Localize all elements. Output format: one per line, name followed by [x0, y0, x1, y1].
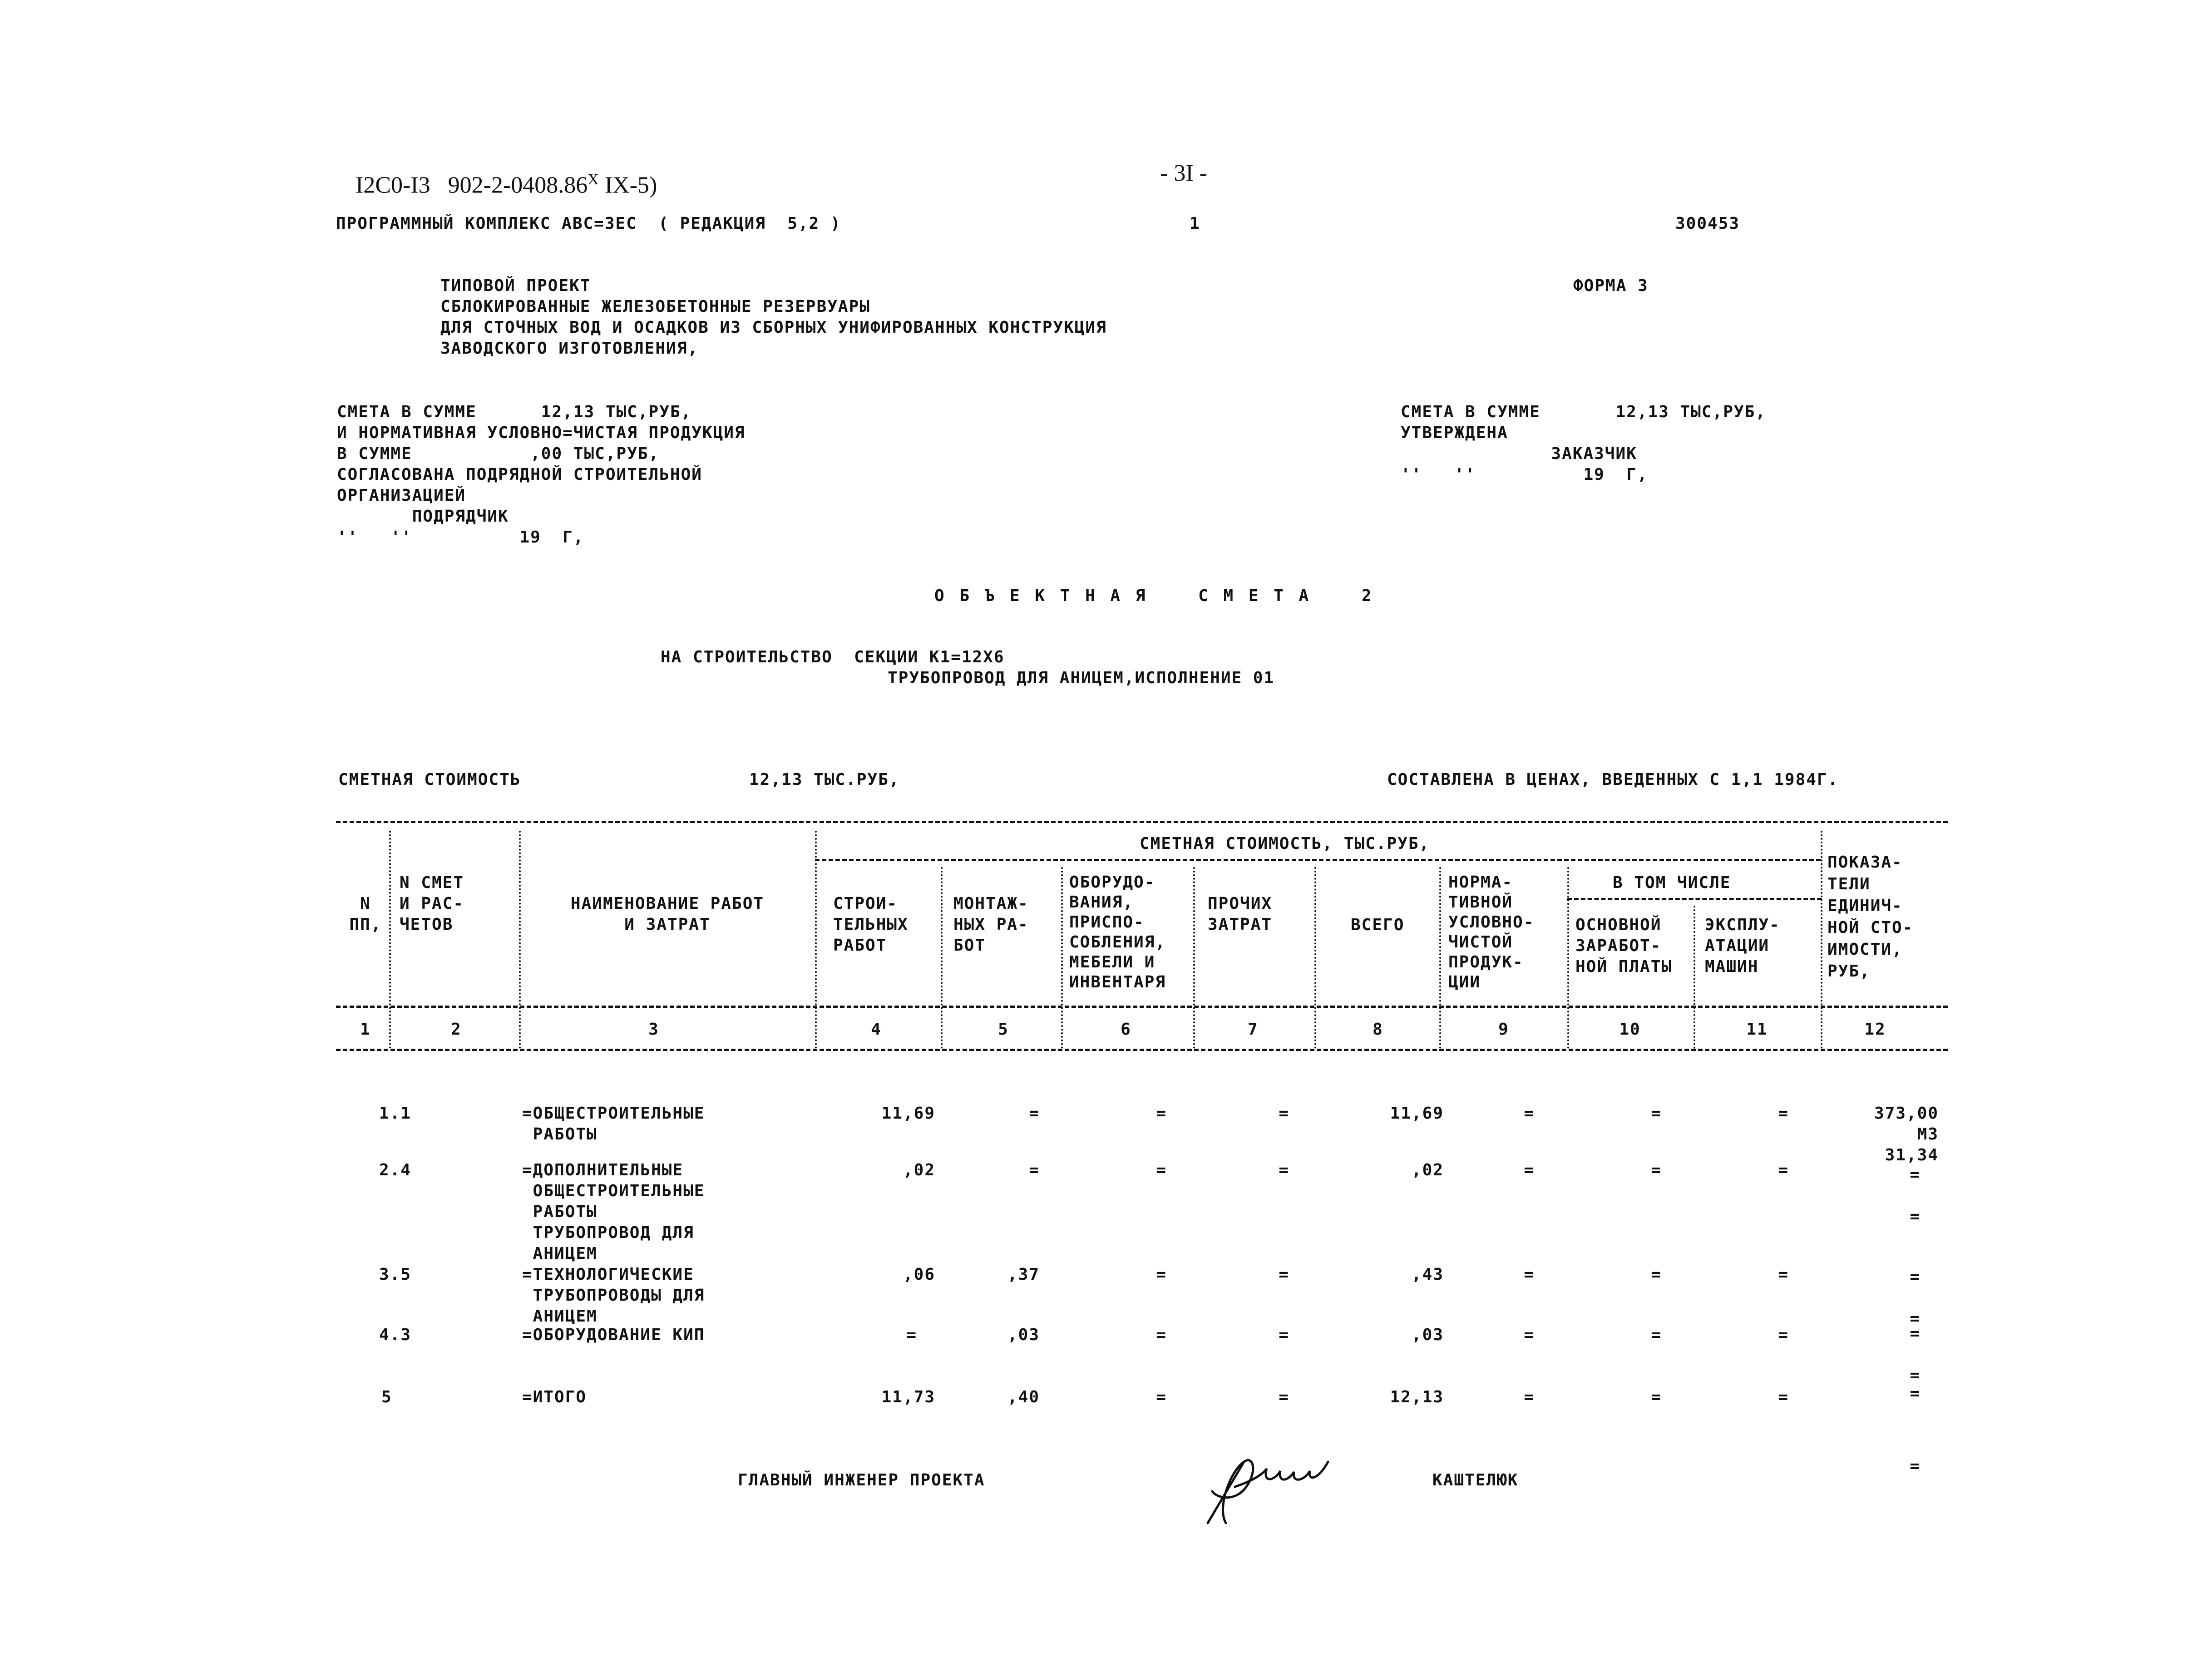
reference-superscript: X [588, 171, 599, 188]
row-other: = [1279, 1161, 1289, 1179]
program-line: ПРОГРАММНЫЙ КОМПЛЕКС АВС=3ЕС ( РЕДАКЦИЯ 5,2 ) [336, 214, 841, 233]
row-normative: = [1524, 1388, 1535, 1406]
row-unit-cost: 373,00 МЗ 31,34 [1874, 1104, 1939, 1164]
header-equipment: ОБОРУДО- ВАНИЯ, ПРИСПО- СОБЛЕНИЯ, МЕБЕЛИ И ИНВЕНТАРЯ [1069, 873, 1166, 991]
project-line: СБЛОКИРОВАННЫЕ ЖЕЛЕЗОБЕТОННЫЕ РЕЗЕРВУАРЫ [440, 297, 870, 316]
program-line-number: 1 [1190, 214, 1200, 233]
row-total: ,43 [1411, 1265, 1444, 1284]
col-number: 1 [360, 1020, 371, 1039]
group-header-rule [815, 859, 1821, 861]
document-reference [344, 144, 657, 198]
col-number: 6 [1121, 1020, 1131, 1039]
row-name: =ИТОГО [522, 1388, 587, 1406]
row-equipment: = [1156, 1326, 1167, 1344]
estimated-cost-label: СМЕТНАЯ СТОИМОСТЬ [338, 770, 521, 789]
left-block-line: СОГЛАСОВАНА ПОДРЯДНОЙ СТРОИТЕЛЬНОЙ [337, 465, 702, 484]
header-total: ВСЕГО [1351, 916, 1405, 934]
row-installation: = [1029, 1161, 1040, 1179]
project-line: ТИПОВОЙ ПРОЕКТ [440, 276, 591, 295]
row-total: ,03 [1411, 1326, 1444, 1344]
row-installation: ,03 [1007, 1326, 1040, 1344]
row-machines: = [1778, 1326, 1789, 1344]
col-number: 8 [1373, 1020, 1383, 1039]
row-name: =ДОПОЛНИТЕЛЬНЫЕ ОБЩЕСТРОИТЕЛЬНЫЕ РАБОТЫ ТРУБОПРОВОД ДЛЯ АНИЦЕМ [522, 1161, 705, 1263]
row-construction: ,02 [903, 1161, 935, 1179]
col-separator [941, 867, 943, 1049]
header-other: ПРОЧИХ ЗАТРАТ [1208, 894, 1273, 934]
header-installation: МОНТАЖ- НЫХ РА- БОТ [953, 894, 1029, 955]
col-separator [1694, 906, 1695, 1049]
col-number: 12 [1864, 1020, 1886, 1039]
form-label: ФОРМА 3 [1573, 276, 1649, 295]
row-machines: = [1778, 1104, 1789, 1123]
subtitle-line: НА СТРОИТЕЛЬСТВО СЕКЦИИ К1=12Х6 [661, 648, 1005, 666]
header-normative: НОРМА- ТИВНОЙ УСЛОВНО- ЧИСТОЙ ПРОДУК- ЦИИ [1448, 873, 1535, 991]
row-equipment: = [1156, 1388, 1167, 1406]
subtitle-line: ТРУБОПРОВОД ДЛЯ АНИЦЕМ,ИСПОЛНЕНИЕ 01 [888, 669, 1275, 687]
col-separator [1061, 867, 1063, 1049]
row-base-salary: = [1651, 1104, 1662, 1123]
row-installation: ,40 [1007, 1388, 1040, 1406]
table-top-rule [336, 821, 1948, 823]
group-header: СМЕТНАЯ СТОИМОСТЬ, ТЫС.РУБ, [1140, 834, 1430, 853]
left-block-line: '' '' 19 Г, [337, 528, 584, 547]
row-total: 11,69 [1390, 1104, 1444, 1123]
left-block-line: ПОДРЯДЧИК [337, 507, 509, 526]
row-number: 1.1 [379, 1104, 412, 1123]
row-installation: ,37 [1007, 1265, 1040, 1284]
col-number-bottom-rule [336, 1049, 1948, 1051]
row-number: 5 [381, 1388, 392, 1406]
row-name: =ОБЩЕСТРОИТЕЛЬНЫЕ РАБОТЫ [522, 1104, 705, 1144]
incl-header-rule [1567, 898, 1822, 900]
row-other: = [1279, 1326, 1289, 1344]
row-equipment: = [1156, 1104, 1167, 1123]
document-title: О Б Ъ Е К Т Н А Я С М Е Т А 2 [934, 587, 1374, 605]
row-other: = [1279, 1265, 1289, 1284]
row-machines: = [1778, 1265, 1789, 1284]
col-separator [389, 831, 391, 1049]
col-separator [1439, 867, 1441, 1049]
row-construction: ,06 [903, 1265, 935, 1284]
row-unit-cost: = = [1910, 1165, 1921, 1226]
row-construction: 11,73 [881, 1388, 935, 1406]
col-separator [815, 831, 817, 1049]
col-number: 5 [998, 1020, 1009, 1039]
row-normative: = [1524, 1326, 1535, 1344]
header-construction: СТРОИ- ТЕЛЬНЫХ РАБОТ [833, 894, 908, 955]
left-block-line: В СУММЕ ,00 ТЫС,РУБ, [337, 444, 660, 463]
right-block-line: ЗАКАЗЧИК [1401, 444, 1637, 463]
project-line: ЗАВОДСКОГО ИЗГОТОВЛЕНИЯ, [440, 339, 699, 358]
chief-engineer-label: ГЛАВНЫЙ ИНЖЕНЕР ПРОЕКТА [738, 1471, 985, 1489]
right-block-line: УТВЕРЖДЕНА [1401, 424, 1508, 442]
page-number: - 3I - [1160, 160, 1207, 186]
row-unit-cost: = = [1910, 1267, 1921, 1328]
table-header-bottom-rule [336, 1006, 1948, 1008]
row-unit-cost: = = [1910, 1384, 1921, 1475]
col-separator [519, 831, 521, 1049]
reference-code: I2C0-I3 902-2-0408.86 [356, 172, 588, 198]
row-name: =ОБОРУДОВАНИЕ КИП [522, 1326, 705, 1344]
col-number: 3 [648, 1020, 659, 1039]
row-other: = [1279, 1388, 1289, 1406]
row-normative: = [1524, 1265, 1535, 1284]
row-number: 3.5 [379, 1265, 412, 1284]
col-separator [1821, 831, 1822, 1049]
left-block-line: И НОРМАТИВНАЯ УСЛОВНО=ЧИСТАЯ ПРОДУКЦИЯ [337, 424, 746, 442]
chief-engineer-name: КАШТЕЛЮК [1432, 1471, 1519, 1489]
row-number: 2.4 [379, 1161, 412, 1179]
row-number: 4.3 [379, 1326, 412, 1344]
row-normative: = [1524, 1161, 1535, 1179]
col-separator [1193, 867, 1195, 1049]
header-number: N ПП, [349, 894, 382, 934]
col-number: 10 [1619, 1020, 1641, 1039]
program-code: 300453 [1675, 214, 1740, 233]
reference-suffix: IX-5) [598, 172, 657, 198]
col-number: 2 [451, 1020, 462, 1039]
project-line: ДЛЯ СТОЧНЫХ ВОД И ОСАДКОВ ИЗ СБОРНЫХ УНИФИРОВАННЫХ КОНСТРУКЦИЯ [440, 318, 1107, 337]
row-base-salary: = [1651, 1161, 1662, 1179]
prices-note: СОСТАВЛЕНА В ЦЕНАХ, ВВЕДЕННЫХ С 1,1 1984Г. [1387, 770, 1839, 789]
row-base-salary: = [1651, 1265, 1662, 1284]
row-name: =ТЕХНОЛОГИЧЕСКИЕ ТРУБОПРОВОДЫ ДЛЯ АНИЦЕМ [522, 1265, 705, 1326]
row-total: 12,13 [1390, 1388, 1444, 1406]
right-block-line: СМЕТА В СУММЕ 12,13 ТЫС,РУБ, [1401, 403, 1766, 421]
header-machines: ЭКСПЛУ- АТАЦИИ МАШИН [1705, 916, 1780, 976]
row-unit-cost: = = [1910, 1324, 1921, 1385]
col-number: 11 [1746, 1020, 1768, 1039]
header-base-salary: ОСНОВНОЙ ЗАРАБОТ- НОЙ ПЛАТЫ [1575, 916, 1673, 976]
col-separator [1567, 867, 1569, 1049]
right-block-line: '' '' 19 Г, [1401, 465, 1648, 484]
col-number: 7 [1248, 1020, 1259, 1039]
signature [1199, 1444, 1344, 1530]
row-construction: = [906, 1326, 917, 1344]
left-block-line: СМЕТА В СУММЕ 12,13 ТЫС,РУБ, [337, 403, 692, 421]
row-equipment: = [1156, 1265, 1167, 1284]
estimated-cost-value: 12,13 ТЫС.РУБ, [749, 770, 900, 789]
row-other: = [1279, 1104, 1289, 1123]
col-number: 9 [1498, 1020, 1509, 1039]
row-machines: = [1778, 1388, 1789, 1406]
row-total: ,02 [1411, 1161, 1444, 1179]
row-machines: = [1778, 1161, 1789, 1179]
header-work-name: НАИМЕНОВАНИЕ РАБОТ И ЗАТРАТ [570, 894, 765, 934]
row-installation: = [1029, 1104, 1040, 1123]
header-estimate-number: N СМЕТ И РАС- ЧЕТОВ [400, 873, 464, 934]
col-number: 4 [871, 1020, 882, 1039]
row-normative: = [1524, 1104, 1535, 1123]
header-unit-cost: ПОКАЗА- ТЕЛИ ЕДИНИЧ- НОЙ СТО- ИМОСТИ, РУБ, [1827, 853, 1914, 981]
left-block-line: ОРГАНИЗАЦИЕЙ [337, 486, 466, 505]
row-equipment: = [1156, 1161, 1167, 1179]
row-base-salary: = [1651, 1388, 1662, 1406]
row-construction: 11,69 [881, 1104, 935, 1123]
incl-header: В ТОМ ЧИСЛЕ [1613, 873, 1731, 892]
row-base-salary: = [1651, 1326, 1662, 1344]
col-separator [1314, 867, 1316, 1049]
